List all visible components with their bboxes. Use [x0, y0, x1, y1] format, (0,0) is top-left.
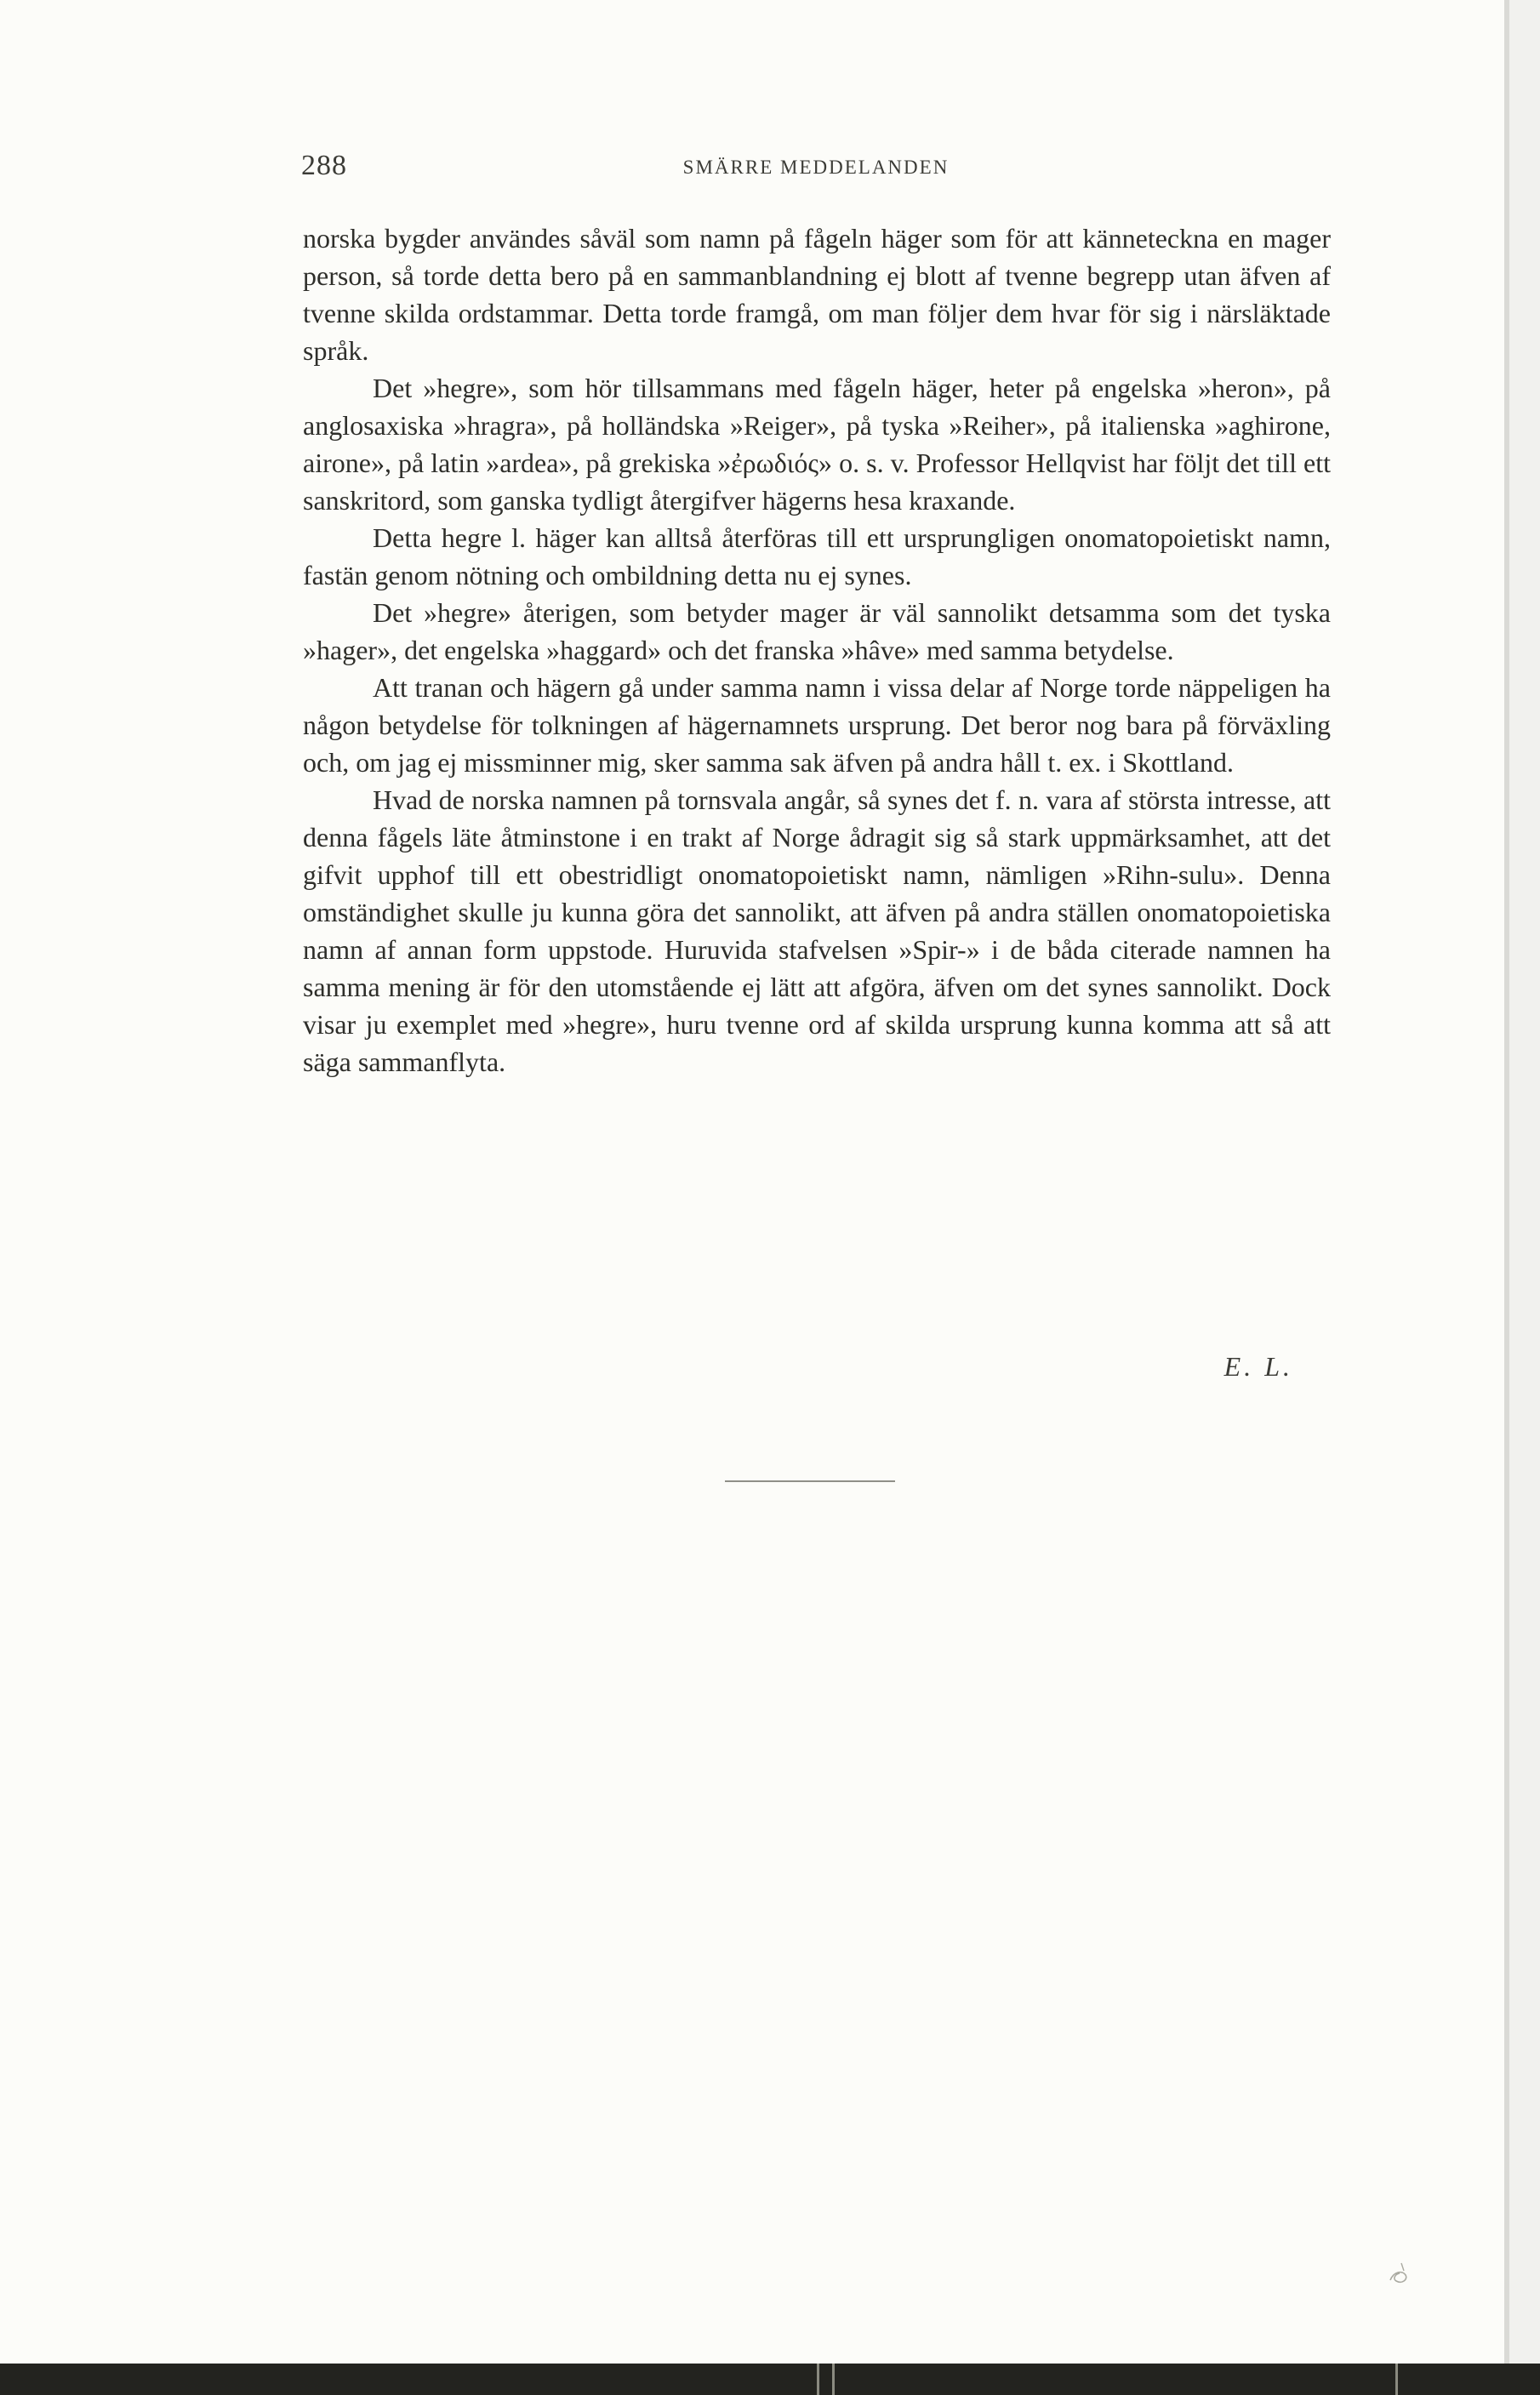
paragraph: norska bygder användes såväl som namn på fågeln häger som för att känneteckna en mager person, så torde detta bero på en sammanblandning ej blott af tvenne begrepp utan äfven af tvenne skilda ordstammar. Detta torde framgå, om man följer dem hvar för sig i närsläktade språk.: [303, 223, 1331, 366]
section-title: SMÄRRE MEDDELANDEN: [682, 157, 950, 178]
paragraph: Det »hegre» återigen, som betyder mager är väl sannolikt detsamma som det tyska »hager», det engelska »haggard» och det franska »hâve» med samma betydelse.: [303, 597, 1331, 665]
paragraph: Hvad de norska namnen på tornsvala angår, så synes det f. n. vara af största intresse, att denna fågels läte åtminstone i en trakt af Norge ådragit sig så stark uppmärksamhet, att det gifvit upphof till ett obestridligt onomatopoietiskt namn, nämligen »Rihn-sulu». Denna omständighet skulle ju kunna göra det sannolikt, att äfven på andra ställen onomatopoietiska namn af annan form uppstode. Huruvida stafvelsen »Spir-» i de båda citerade namnen ha samma mening är för den utomstående ej lätt att afgöra, äfven om det synes sannolikt. Dock visar ju exemplet med »hegre», huru tvenne ord af skilda ursprung kunna komma att så att säga sammanflyta.: [303, 784, 1331, 1077]
article-body: [303, 220, 1331, 1081]
author-signature: E. L.: [1223, 1351, 1293, 1382]
paragraph: Detta hegre l. häger kan alltså återföras till ett ursprungligen onomatopoietiskt namn, fastän genom nötning och ombildning detta nu ej synes.: [303, 522, 1331, 590]
running-head: [301, 150, 1331, 192]
page-number: 288: [301, 150, 347, 181]
pencil-mark-icon: [1385, 2258, 1416, 2287]
paragraph: Att tranan och hägern gå under samma namn i vissa delar af Norge torde näppeligen ha någon betydelse för tolkningen af hägernamnets ursprung. Det beror nog bara på förväxling och, om jag ej missminner mig, sker samma sak äfven på andra håll t. ex. i Skottland.: [303, 672, 1331, 778]
scan-tick: [817, 2364, 819, 2395]
scan-tick: [832, 2364, 835, 2395]
scan-bottom-strip: [0, 2364, 1540, 2395]
end-divider: [725, 1480, 895, 1482]
paragraph: Det »hegre», som hör tillsammans med fågeln häger, heter på engelska »heron», på anglosaxiska »hragra», på holländska »Reiger», på tyska »Reiher», på italienska »aghirone, airone», på latin »ardea», på grekiska »ἐρωδιός» o. s. v. Professor Hellqvist har följt det till ett sanskritord, som ganska tydligt återgifver hägerns hesa kraxande.: [303, 373, 1331, 516]
page-right-edge: [1504, 0, 1540, 2395]
scan-tick: [1395, 2364, 1398, 2395]
